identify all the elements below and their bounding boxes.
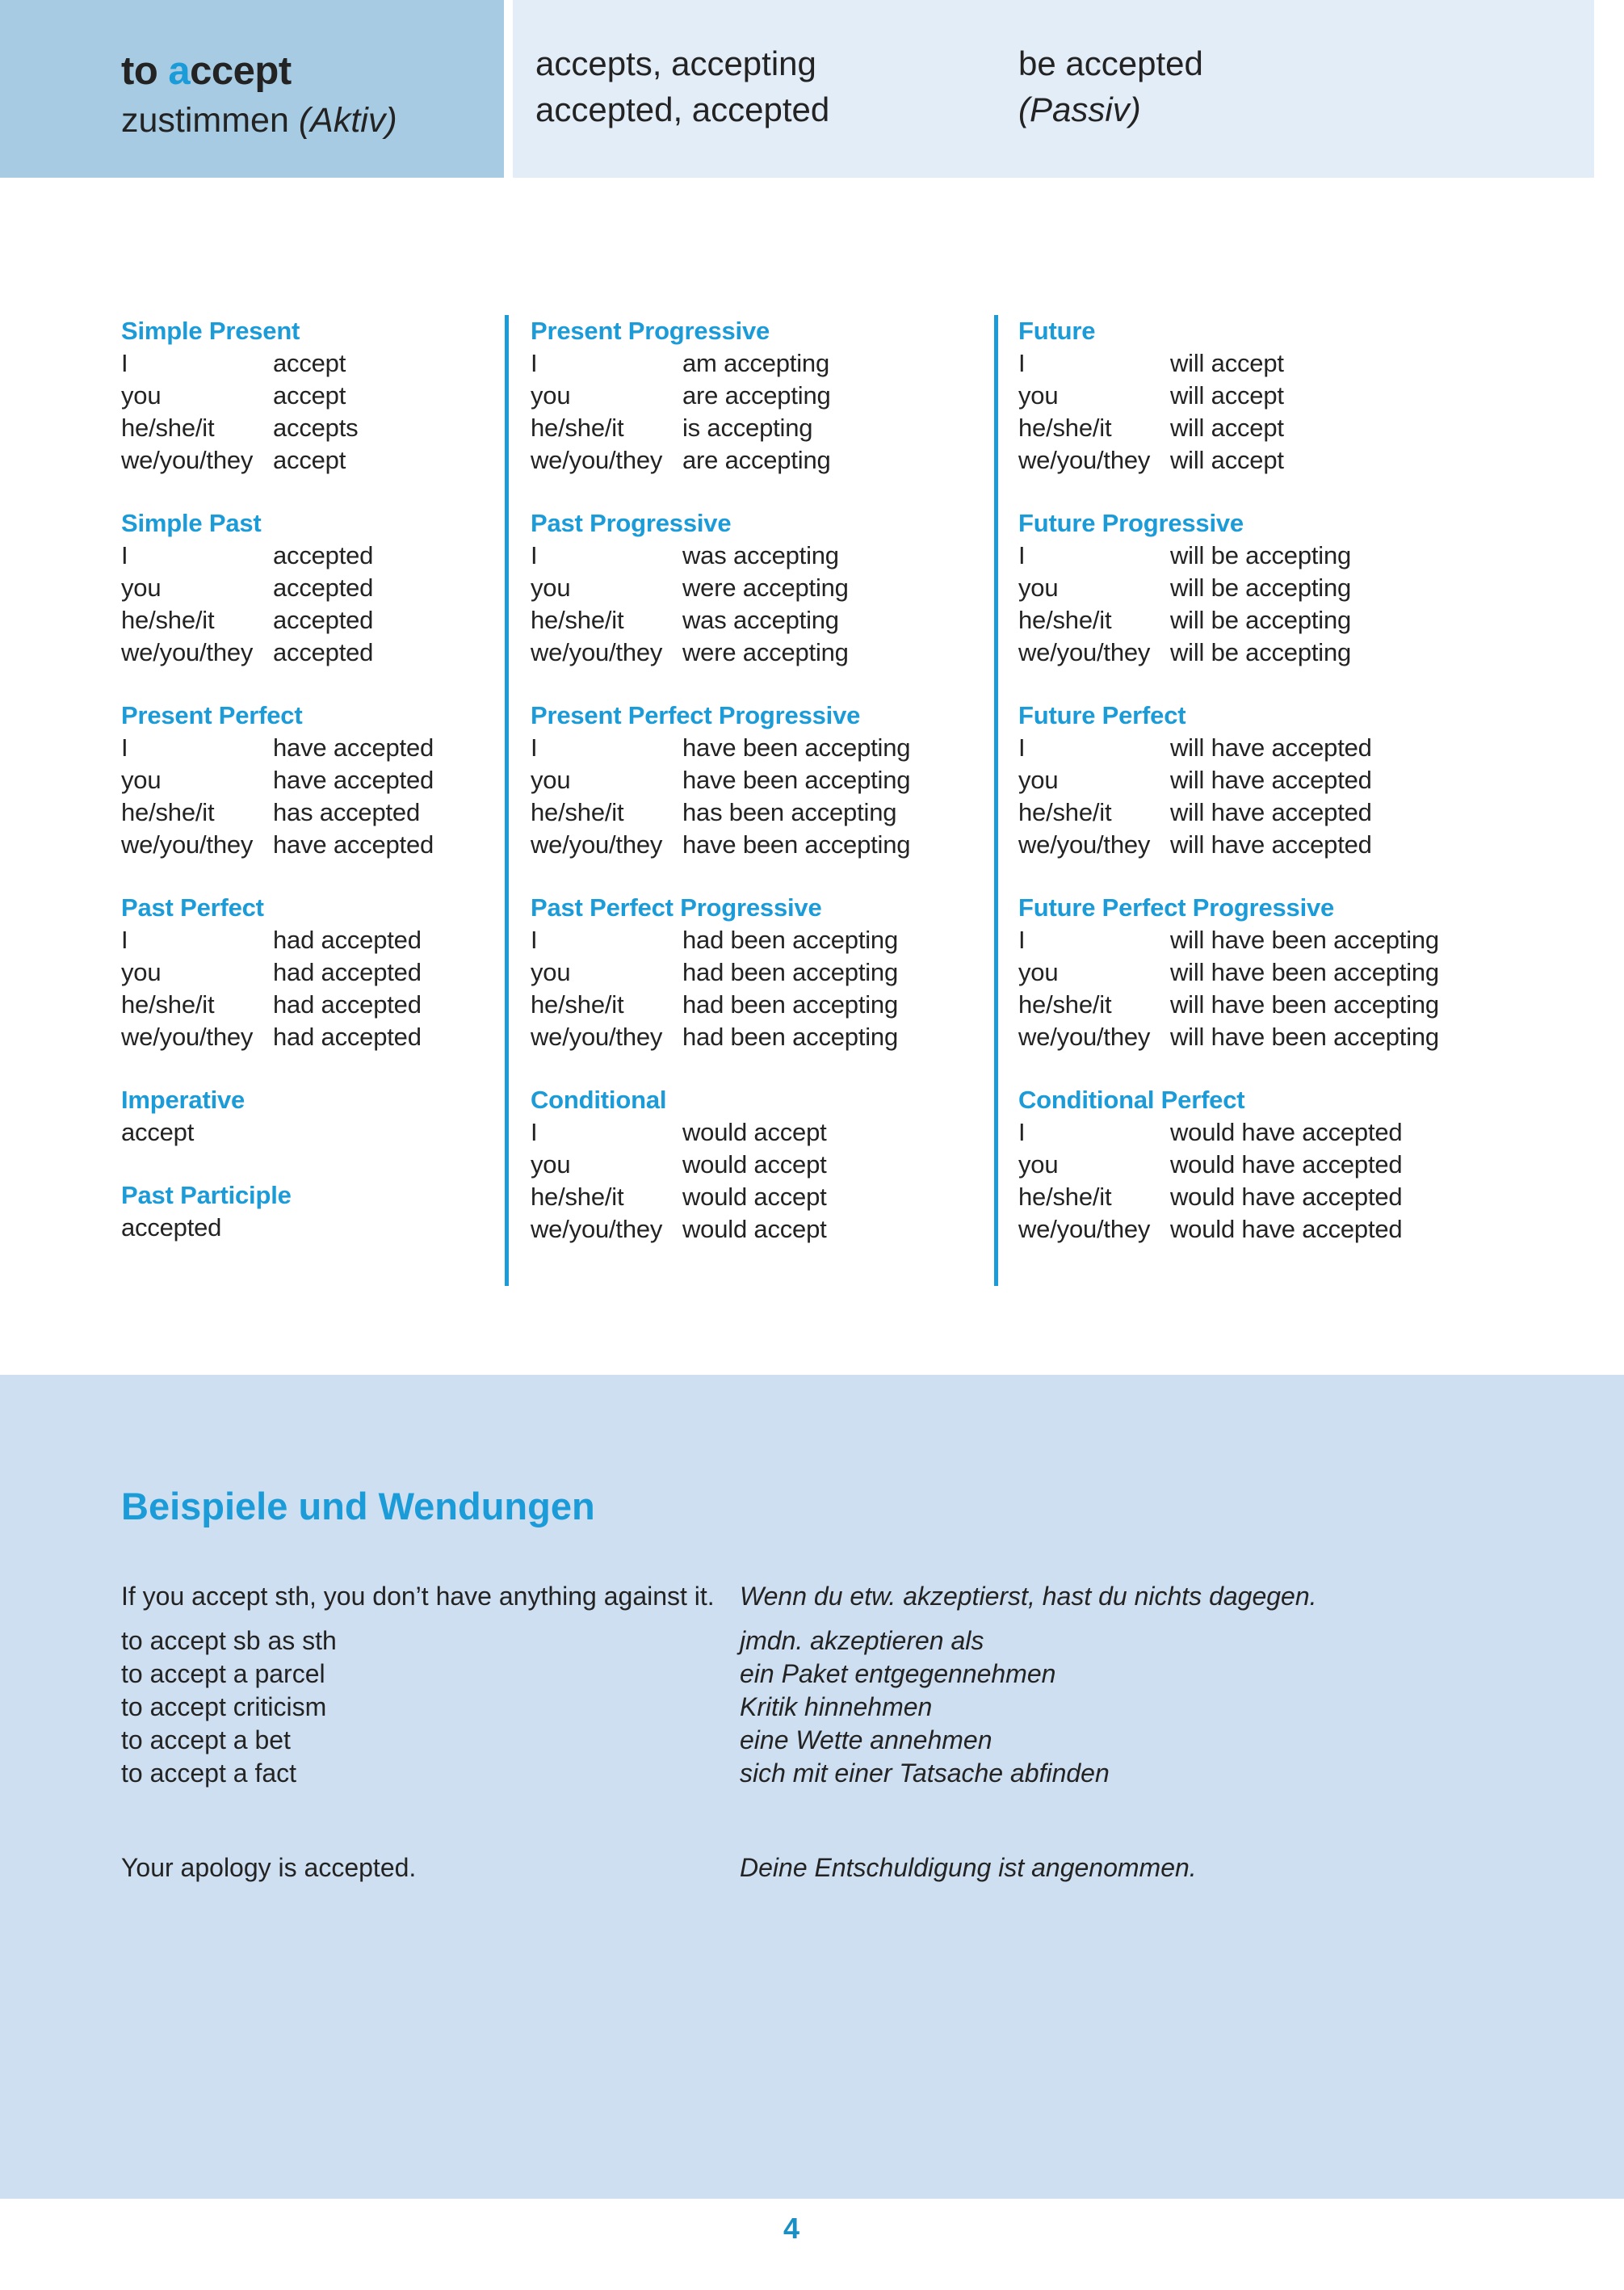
tense-heading: Past Progressive: [531, 509, 732, 537]
conjugation-row: [1018, 540, 1583, 572]
pronoun-label: I: [531, 349, 538, 377]
conjugation-column: [505, 315, 994, 1286]
tense-heading: Conditional: [531, 1086, 667, 1114]
verb-form: had been accepting: [682, 958, 899, 986]
example-row: [121, 1624, 1624, 1658]
tense-heading: Future Perfect: [1018, 701, 1186, 729]
tense-heading: Future Progressive: [1018, 509, 1244, 537]
conjugation-row: [1018, 796, 1583, 829]
verb-form: accept: [121, 1118, 195, 1146]
pronoun-label: I: [121, 349, 128, 377]
conjugation-row: [1018, 380, 1583, 412]
verb-rest: ccept: [190, 49, 292, 93]
conjugation-column: [121, 315, 505, 1286]
conjugation-row: [121, 637, 505, 669]
verb-form: would accept: [682, 1150, 827, 1179]
pronoun-label: I: [1018, 1118, 1026, 1146]
verb-form: will accept: [1170, 446, 1284, 474]
pronoun-label: he/she/it: [121, 990, 215, 1019]
verb-form: accepts: [273, 414, 359, 442]
conjugation-row: [1018, 764, 1583, 796]
conjugation-row: [121, 1116, 505, 1149]
pronoun-label: you: [531, 766, 571, 794]
pronoun-label: he/she/it: [1018, 1183, 1112, 1211]
example-row: [121, 1851, 1624, 1885]
pronoun-label: you: [1018, 1150, 1059, 1179]
pronoun-label: you: [531, 958, 571, 986]
example-german: ein Paket entgegennehmen: [740, 1659, 1056, 1688]
example-row: [121, 1724, 1624, 1757]
example-german: sich mit einer Tatsache abfinden: [740, 1758, 1110, 1788]
verb-title: [121, 45, 504, 97]
conjugation-row: [1018, 1116, 1583, 1149]
conjugation-row: [121, 380, 505, 412]
conjugation-row: [531, 637, 994, 669]
verb-form: accept: [273, 381, 346, 410]
conjugation-column: [994, 315, 1583, 1286]
tense-heading: Present Perfect: [121, 701, 303, 729]
example-row: [121, 1757, 1624, 1790]
verb-form: will be accepting: [1170, 606, 1352, 634]
conjugation-row: [1018, 1181, 1583, 1213]
pronoun-label: you: [1018, 574, 1059, 602]
verb-form: will accept: [1170, 349, 1284, 377]
verb-highlight-letter: a: [168, 49, 191, 93]
verb-form: had accepted: [273, 990, 422, 1019]
verb-form: [313, 1212, 506, 1244]
verb-form: were accepting: [682, 638, 849, 666]
conjugation-row: [1018, 412, 1583, 444]
conjugation-row: [1018, 444, 1583, 477]
example-german: jmdn. akzeptieren als: [740, 1626, 984, 1655]
tense-heading: Simple Past: [121, 509, 262, 537]
conjugation-table: [121, 315, 1583, 1286]
example-row: [121, 1580, 1624, 1613]
conjugation-row: [531, 604, 994, 637]
conjugation-row: [121, 956, 505, 989]
verb-translation: [121, 97, 504, 144]
tense-block: [1018, 700, 1583, 861]
pronoun-label: I: [531, 1118, 538, 1146]
verb-form: will accept: [1170, 414, 1284, 442]
verb-form: would have accepted: [1170, 1183, 1403, 1211]
verb-form: would accept: [682, 1183, 827, 1211]
conjugation-row: [531, 347, 994, 380]
conjugation-row: [121, 764, 505, 796]
verb-form: have accepted: [273, 733, 434, 762]
verb-form: accept: [273, 446, 346, 474]
pronoun-label: you: [1018, 766, 1059, 794]
tense-block: [121, 315, 505, 477]
pronoun-label: we/you/they: [1018, 638, 1151, 666]
tense-heading: Present Progressive: [531, 317, 770, 345]
conjugation-row: [1018, 637, 1583, 669]
tense-heading: Future Perfect Progressive: [1018, 893, 1335, 922]
verb-form: had been accepting: [682, 990, 899, 1019]
conjugation-row: [1018, 1213, 1583, 1246]
verb-form: had accepted: [273, 958, 422, 986]
conjugation-row: [121, 989, 505, 1021]
tense-block: [531, 700, 994, 861]
tense-block: [1018, 892, 1583, 1053]
verb-form: would have accepted: [1170, 1150, 1403, 1179]
tense-heading: Imperative: [121, 1086, 245, 1114]
verb-form: accepted: [273, 606, 374, 634]
verb-form: am accepting: [682, 349, 829, 377]
pronoun-label: you: [531, 574, 571, 602]
tense-block: [121, 700, 505, 861]
conjugation-row: [121, 540, 505, 572]
verb-form: was accepting: [682, 606, 839, 634]
conjugation-row: [121, 604, 505, 637]
tense-heading: Simple Present: [121, 317, 300, 345]
pronoun-label: we/you/they: [1018, 1023, 1151, 1051]
pronoun-label: I: [1018, 349, 1026, 377]
verb-form: were accepting: [682, 574, 849, 602]
conjugation-row: [1018, 924, 1583, 956]
example-english: Your apology is accepted.: [121, 1853, 417, 1882]
pronoun-label: we/you/they: [121, 1023, 254, 1051]
verb-form: will have been accepting: [1170, 1023, 1439, 1051]
pronoun-label: we/you/they: [531, 638, 663, 666]
verb-form: have been accepting: [682, 830, 911, 859]
conjugation-row: [121, 444, 505, 477]
example-german: Wenn du etw. akzeptierst, hast du nichts dagegen.: [740, 1582, 1317, 1611]
pronoun-label: I: [531, 926, 538, 954]
pronoun-label: we/you/they: [531, 1215, 663, 1243]
conjugation-row: [531, 924, 994, 956]
pronoun-label: he/she/it: [121, 414, 215, 442]
conjugation-row: [531, 572, 994, 604]
verb-form: have been accepting: [682, 766, 911, 794]
conjugation-row: [1018, 604, 1583, 637]
pronoun-label: he/she/it: [531, 606, 624, 634]
tense-heading: Past Participle: [121, 1181, 292, 1209]
verb-form: [313, 1116, 506, 1149]
example-german: Deine Entschuldigung ist angenommen.: [740, 1853, 1197, 1882]
conjugation-row: [531, 956, 994, 989]
verb-form: accept: [273, 349, 346, 377]
tense-heading: Past Perfect: [121, 893, 264, 922]
verb-forms: [535, 40, 1018, 178]
verb-form: would accept: [682, 1118, 827, 1146]
verb-form: will be accepting: [1170, 574, 1352, 602]
example-row: [121, 1658, 1624, 1691]
pronoun-label: I: [1018, 541, 1026, 569]
pronoun-label: I: [121, 541, 128, 569]
verb-form: would accept: [682, 1215, 827, 1243]
pronoun-label: you: [531, 381, 571, 410]
conjugation-row: [1018, 1149, 1583, 1181]
pronoun-label: we/you/they: [1018, 1215, 1151, 1243]
example-english: If you accept sth, you don’t have anything against it.: [121, 1582, 715, 1611]
pronoun-label: we/you/they: [121, 830, 254, 859]
conjugation-row: [531, 829, 994, 861]
conjugation-row: [531, 764, 994, 796]
pronoun-label: you: [121, 958, 162, 986]
verb-forms-line1: accepts, accepting: [535, 44, 816, 82]
pronoun-label: I: [1018, 926, 1026, 954]
pronoun-label: he/she/it: [1018, 990, 1112, 1019]
pronoun-label: you: [1018, 381, 1059, 410]
conjugation-row: [531, 796, 994, 829]
verb-form: accepted: [273, 541, 374, 569]
verb-form: would have accepted: [1170, 1215, 1403, 1243]
example-group: [121, 1580, 1624, 1613]
verb-forms-box: [513, 0, 1594, 178]
tense-block: [121, 1179, 505, 1244]
verb-form: have accepted: [273, 830, 434, 859]
verb-form: has accepted: [273, 798, 421, 826]
conjugation-row: [121, 924, 505, 956]
pronoun-label: I: [121, 733, 128, 762]
example-english: to accept sb as sth: [121, 1626, 337, 1655]
conjugation-row: [531, 989, 994, 1021]
pronoun-label: he/she/it: [1018, 606, 1112, 634]
pronoun-label: you: [1018, 958, 1059, 986]
pronoun-label: we/you/they: [1018, 446, 1151, 474]
verb-form: had accepted: [273, 1023, 422, 1051]
verb-form: had accepted: [273, 926, 422, 954]
pronoun-label: we/you/they: [531, 446, 663, 474]
conjugation-row: [531, 1149, 994, 1181]
example-groups: [121, 1580, 1624, 1885]
verb-form: is accepting: [682, 414, 813, 442]
conjugation-row: [121, 829, 505, 861]
pronoun-label: you: [121, 574, 162, 602]
verb-prefix: to: [121, 49, 169, 93]
verb-form: accepted: [273, 638, 374, 666]
conjugation-row: [531, 412, 994, 444]
conjugation-row: [121, 412, 505, 444]
verb-form: will have been accepting: [1170, 958, 1439, 986]
verb-form: will have been accepting: [1170, 926, 1439, 954]
pronoun-label: he/she/it: [1018, 414, 1112, 442]
pronoun-label: I: [531, 733, 538, 762]
page-number: 4: [783, 2212, 800, 2245]
verb-form: are accepting: [682, 446, 831, 474]
pronoun-label: he/she/it: [531, 798, 624, 826]
conjugation-row: [531, 540, 994, 572]
conjugation-row: [531, 444, 994, 477]
conjugation-row: [1018, 956, 1583, 989]
pronoun-label: we/you/they: [121, 638, 254, 666]
verb-form: are accepting: [682, 381, 831, 410]
conjugation-row: [531, 1116, 994, 1149]
conjugation-row: [531, 380, 994, 412]
verb-form: was accepting: [682, 541, 839, 569]
pronoun-label: he/she/it: [531, 414, 624, 442]
example-german: eine Wette annehmen: [740, 1725, 992, 1754]
pronoun-label: he/she/it: [1018, 798, 1112, 826]
examples-section: [0, 1375, 1624, 2199]
tense-block: [531, 892, 994, 1053]
tense-heading: Future: [1018, 317, 1096, 345]
conjugation-row: [121, 347, 505, 380]
conjugation-row: [121, 1212, 505, 1244]
pronoun-label: you: [121, 381, 162, 410]
tense-block: [1018, 507, 1583, 669]
pronoun-label: I: [121, 926, 128, 954]
tense-heading: Past Perfect Progressive: [531, 893, 822, 922]
tense-block: [121, 507, 505, 669]
tense-heading: Present Perfect Progressive: [531, 701, 861, 729]
verb-form: will have accepted: [1170, 733, 1372, 762]
conjugation-row: [531, 1213, 994, 1246]
example-english: to accept a parcel: [121, 1659, 325, 1688]
example-english: to accept criticism: [121, 1692, 327, 1721]
verb-form: has been accepting: [682, 798, 897, 826]
conjugation-row: [531, 732, 994, 764]
verb-form: accepted: [121, 1213, 222, 1242]
verb-form: have accepted: [273, 766, 434, 794]
examples-heading: Beispiele und Wendungen: [121, 1485, 595, 1527]
conjugation-row: [1018, 732, 1583, 764]
pronoun-label: he/she/it: [121, 606, 215, 634]
pronoun-label: he/she/it: [531, 1183, 624, 1211]
conjugation-row: [1018, 989, 1583, 1021]
example-english: to accept a fact: [121, 1758, 297, 1788]
tense-block: [531, 315, 994, 477]
example-row: [121, 1691, 1624, 1724]
pronoun-label: we/you/they: [1018, 830, 1151, 859]
pronoun-label: he/she/it: [121, 798, 215, 826]
conjugation-row: [1018, 1021, 1583, 1053]
translation-text: zustimmen: [121, 101, 299, 140]
pronoun-label: he/she/it: [531, 990, 624, 1019]
pronoun-label: you: [531, 1150, 571, 1179]
voice-note-active: (Aktiv): [298, 101, 397, 140]
conjugation-row: [1018, 829, 1583, 861]
verb-title-box: [0, 0, 504, 178]
passive-form: be accepted: [1018, 44, 1203, 82]
verb-form: accepted: [273, 574, 374, 602]
conjugation-row: [121, 1021, 505, 1053]
pronoun-label: we/you/they: [121, 446, 254, 474]
example-group: [121, 1624, 1624, 1790]
verb-form: had been accepting: [682, 926, 899, 954]
tense-block: [121, 1084, 505, 1149]
tense-block: [1018, 1084, 1583, 1246]
tense-block: [531, 1084, 994, 1246]
conjugation-row: [531, 1181, 994, 1213]
conjugation-row: [121, 572, 505, 604]
conjugation-row: [1018, 347, 1583, 380]
tense-heading: Conditional Perfect: [1018, 1086, 1245, 1114]
verb-form: will be accepting: [1170, 638, 1352, 666]
verb-forms-line2: accepted, accepted: [535, 90, 830, 128]
verb-form: will accept: [1170, 381, 1284, 410]
tense-block: [121, 892, 505, 1053]
pronoun-label: I: [531, 541, 538, 569]
conjugation-row: [121, 732, 505, 764]
voice-note-passive: (Passiv): [1018, 90, 1141, 128]
verb-form: will be accepting: [1170, 541, 1352, 569]
verb-form: will have accepted: [1170, 830, 1372, 859]
pronoun-label: I: [1018, 733, 1026, 762]
conjugation-row: [1018, 572, 1583, 604]
passive-forms: [1018, 40, 1203, 178]
conjugation-row: [121, 796, 505, 829]
verb-form: will have accepted: [1170, 766, 1372, 794]
tense-block: [1018, 315, 1583, 477]
tense-block: [531, 507, 994, 669]
verb-form: had been accepting: [682, 1023, 899, 1051]
example-german: Kritik hinnehmen: [740, 1692, 933, 1721]
verb-form: will have accepted: [1170, 798, 1372, 826]
pronoun-label: we/you/they: [531, 830, 663, 859]
pronoun-label: we/you/they: [531, 1023, 663, 1051]
verb-form: would have accepted: [1170, 1118, 1403, 1146]
example-group: [121, 1851, 1624, 1885]
verb-form: will have been accepting: [1170, 990, 1439, 1019]
conjugation-row: [531, 1021, 994, 1053]
verb-form: have been accepting: [682, 733, 911, 762]
example-english: to accept a bet: [121, 1725, 291, 1754]
pronoun-label: you: [121, 766, 162, 794]
